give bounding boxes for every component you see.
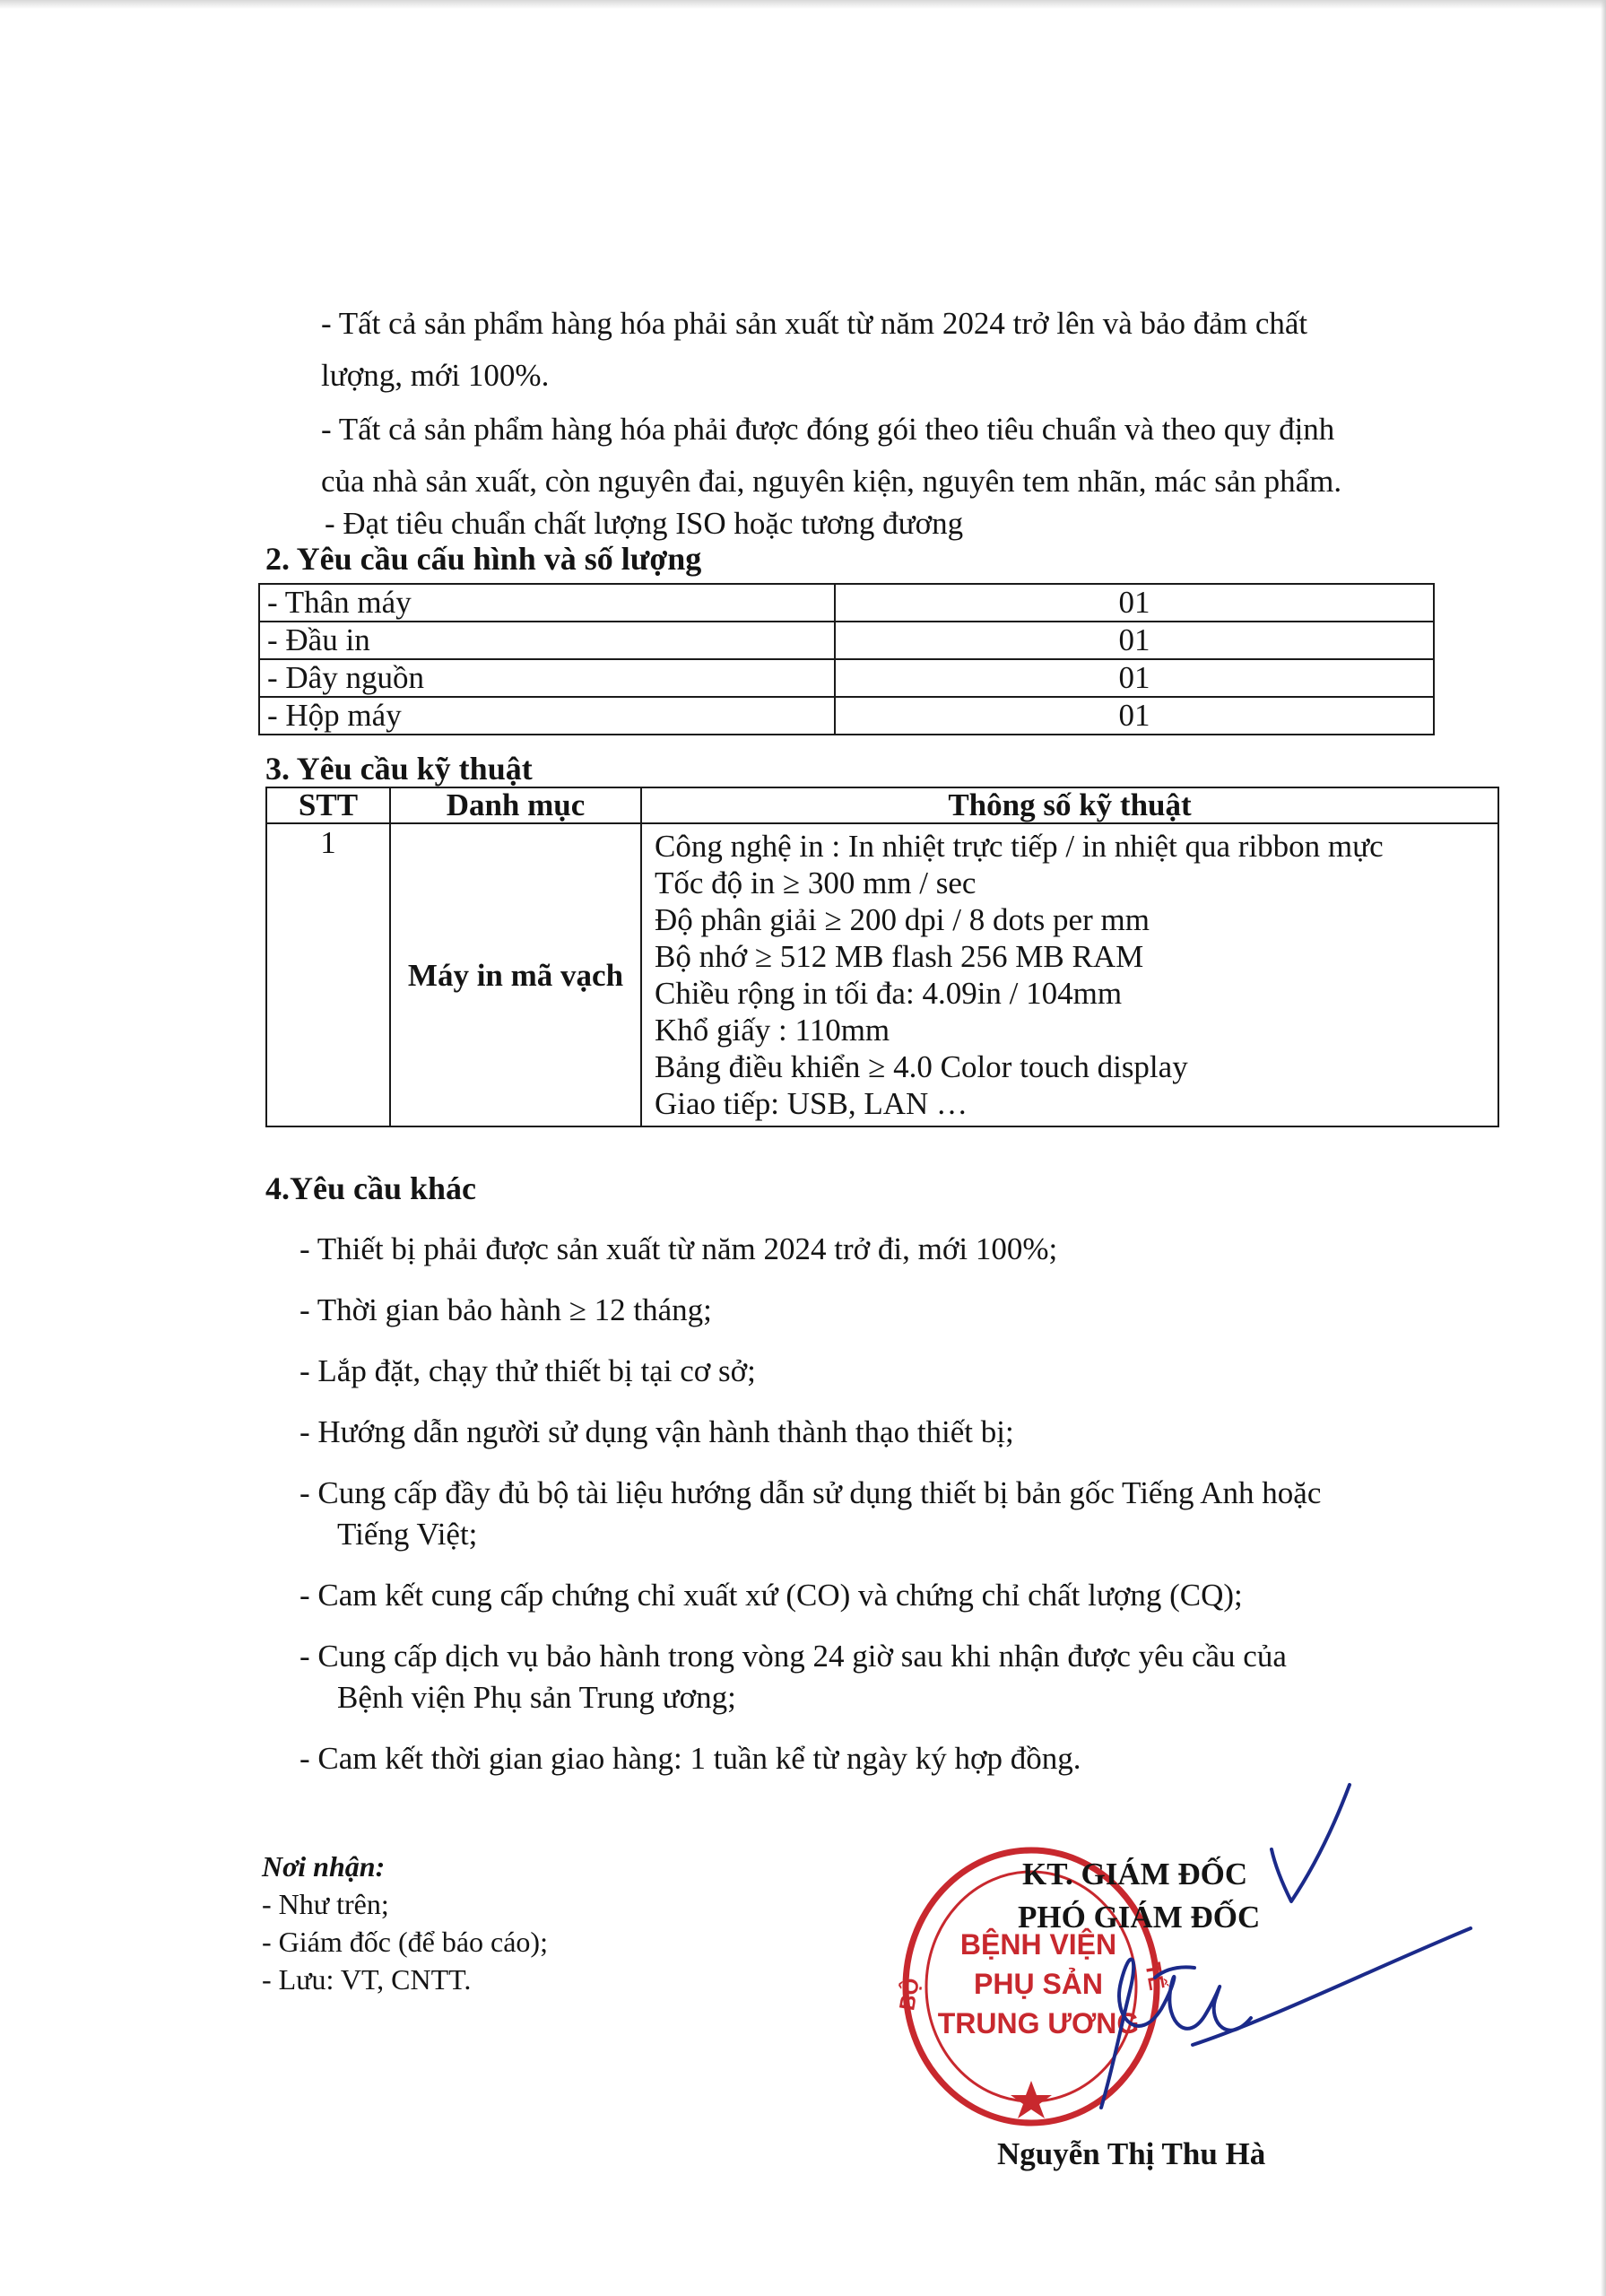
list-item: - Thiết bị phải được sản xuất từ năm 2024 trở đi, mới 100%; (299, 1231, 1058, 1266)
spec-line: Giao tiếp: USB, LAN … (655, 1086, 968, 1121)
other-requirements-list (299, 1229, 1465, 1799)
spec-line: Bộ nhớ ≥ 512 MB flash 256 MB RAM (655, 939, 1144, 974)
signer-title-1: KT. GIÁM ĐỐC (1022, 1857, 1248, 1892)
signer-name: Nguyễn Thị Thu Hà (997, 2136, 1266, 2171)
seal-line-1: BỆNH VIỆN (959, 1928, 1117, 1961)
intro-bullet-3: - Đạt tiêu chuẩn chất lượng ISO hoặc tương đương (325, 506, 964, 541)
signer-title-2: PHÓ GIÁM ĐỐC (1018, 1900, 1261, 1935)
table-row (266, 823, 1498, 1126)
config-qty: 01 (835, 584, 1434, 622)
recipient-line: - Lưu: VT, CNTT. (262, 1963, 472, 1996)
seal-left-text: BỘ (895, 1976, 925, 2013)
list-item: - Cung cấp dịch vụ bảo hành trong vòng 24 giờ sau khi nhận được yêu cầu của Bệnh viện Phụ sản Trung ương; (299, 1639, 1287, 1715)
section-4-heading: 4.Yêu cầu khác (265, 1170, 477, 1206)
scan-edge-right (1601, 0, 1606, 2296)
spec-line: Độ phân giải ≥ 200 dpi / 8 dots per mm (655, 902, 1150, 937)
seal-line-2: PHỤ SẢN (973, 1968, 1104, 2000)
config-table (258, 583, 1435, 735)
recipients-title: Nơi nhận: (262, 1850, 386, 1883)
intro-bullet-2: - Tất cả sản phẩm hàng hóa phải được đóng gói theo tiêu chuẩn và theo quy định của nhà sản xuất, còn nguyên đai, nguyên kiện, nguyên tem nhãn, mác sản phẩm. (321, 412, 1342, 499)
spec-line: Công nghệ in : In nhiệt trực tiếp / in nhiệt qua ribbon mực (655, 829, 1384, 864)
recipient-line: - Giám đốc (để báo cáo); (262, 1926, 548, 1958)
col-header-specs: Thông số kỹ thuật (641, 787, 1498, 823)
recipients-block (262, 1848, 548, 1998)
list-item: - Hướng dẫn người sử dụng vận hành thành thạo thiết bị; (299, 1414, 1014, 1449)
scan-edge (0, 0, 1606, 9)
config-item: - Thân máy (259, 584, 835, 622)
spec-line: Chiều rộng in tối đa: 4.09in / 104mm (655, 976, 1123, 1011)
list-item: - Cung cấp đầy đủ bộ tài liệu hướng dẫn sử dụng thiết bị bản gốc Tiếng Anh hoặc Tiếng Việt; (299, 1475, 1322, 1552)
config-qty: 01 (835, 697, 1434, 735)
section-2-heading: 2. Yêu cầu cấu hình và số lượng (265, 541, 702, 577)
spec-line: Tốc độ in ≥ 300 mm / sec (655, 865, 977, 900)
row-specs (641, 823, 1498, 1126)
list-item: - Cam kết cung cấp chứng chỉ xuất xứ (CO) và chứng chỉ chất lượng (CQ); (299, 1578, 1243, 1613)
table-header-row (266, 787, 1498, 823)
config-item: - Dây nguồn (259, 659, 835, 697)
intro-bullet-1: - Tất cả sản phẩm hàng hóa phải sản xuất từ năm 2024 trở lên và bảo đảm chất lượng, mới 100%. (321, 306, 1308, 393)
seal-right-text: TẾ (1140, 1961, 1169, 1993)
row-category: Máy in mã vạch (390, 823, 641, 1126)
handwritten-signature-icon (986, 1776, 1489, 2152)
section-3-heading: 3. Yêu cầu kỹ thuật (265, 751, 533, 787)
config-item: - Hộp máy (259, 697, 835, 735)
col-header-category: Danh mục (390, 787, 641, 823)
list-item: - Thời gian bảo hành ≥ 12 tháng; (299, 1292, 712, 1327)
list-item: - Lắp đặt, chạy thử thiết bị tại cơ sở; (299, 1353, 756, 1388)
list-item: - Cam kết thời gian giao hàng: 1 tuần kể từ ngày ký hợp đồng. (299, 1741, 1081, 1776)
table-row (259, 584, 1434, 622)
spec-line: Bảng điều khiển ≥ 4.0 Color touch display (655, 1049, 1188, 1084)
table-row (259, 622, 1434, 659)
seal-line-3: TRUNG ƯƠNG (937, 2007, 1140, 2039)
config-qty: 01 (835, 622, 1434, 659)
row-stt: 1 (266, 823, 390, 1126)
col-header-stt: STT (266, 787, 390, 823)
spec-table (265, 787, 1499, 1127)
table-row (259, 697, 1434, 735)
recipient-line: - Như trên; (262, 1888, 389, 1920)
config-qty: 01 (835, 659, 1434, 697)
spec-line: Khổ giấy : 110mm (655, 1013, 890, 1048)
config-item: - Đầu in (259, 622, 835, 659)
table-row (259, 659, 1434, 697)
